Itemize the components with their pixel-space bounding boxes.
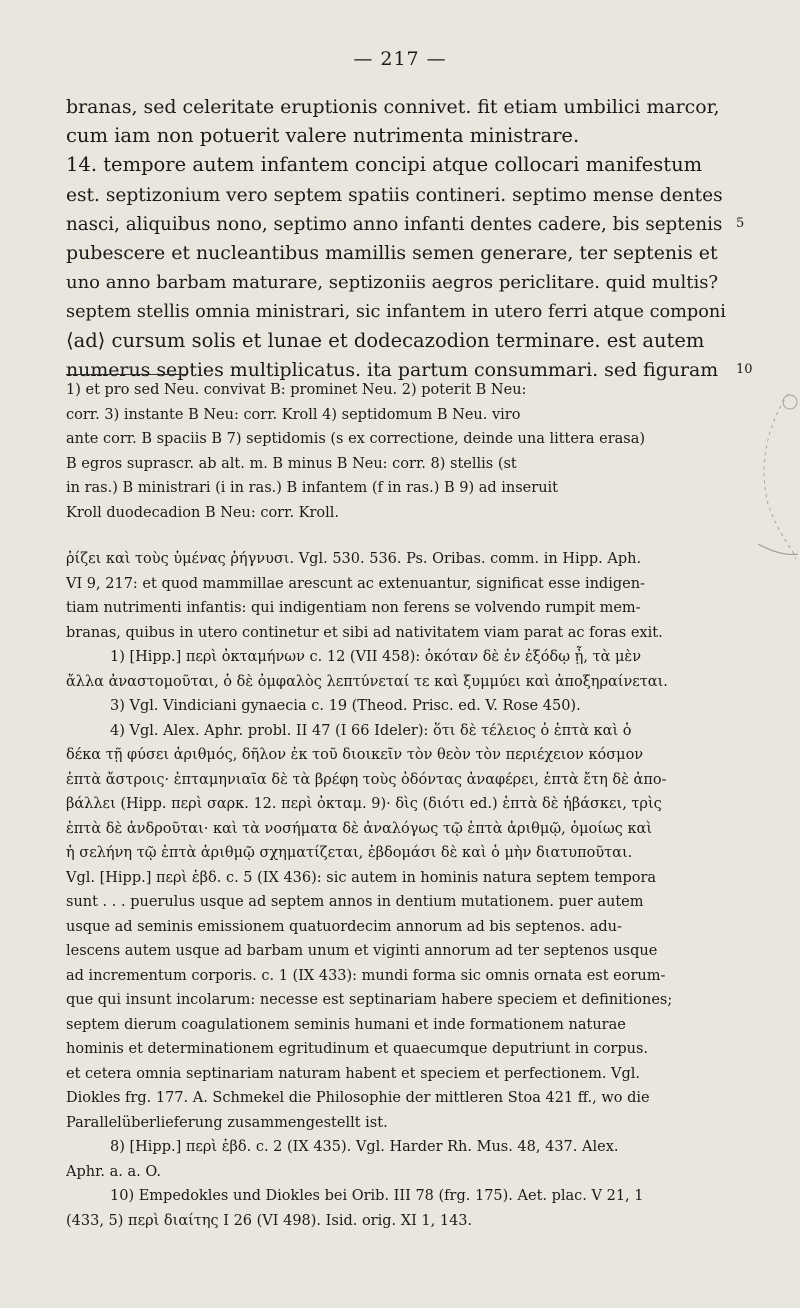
critical-apparatus <box>66 378 726 525</box>
main-text-line-content: branas, sed celeritate eruptionis connivet. fit etiam umbilici marcor, <box>66 96 720 118</box>
footnote-rule <box>66 374 186 375</box>
main-text-line-content: ⟨ad⟩ cursum solis et lunae et dodecazodion terminare. est autem <box>66 328 705 352</box>
apparatus-line: 1) et pro sed Neu. convivat B: prominet Neu. 2) poterit B Neu: <box>66 382 527 398</box>
commentary-line: ῥίζει καὶ τοὺς ὑμένας ῥήγνυσι. Vgl. 530. 536. Ps. Oribas. comm. in Hipp. Aph. <box>66 551 642 567</box>
commentary-line: branas, quibus in utero continetur et sibi ad nativitatem viam parat ac foras exit. <box>66 624 663 641</box>
commentary-line: ἄλλα ἀναστομοῦται, ὁ δὲ ὀμφαλὸς λεπτύνεταί τε καὶ ξυμμύει καὶ ἀποξηραίνεται. <box>66 673 668 690</box>
main-text-line <box>66 296 726 325</box>
line-number: 5 <box>736 215 745 231</box>
main-text-line <box>66 121 726 150</box>
commentary-line: (433, 5) περὶ διαίτης I 26 (VI 498). Isid. orig. XI 1, 143. <box>66 1212 473 1229</box>
page-number: — 217 — <box>353 48 447 70</box>
commentary-line: que qui insunt incolarum: necesse est septinariam habere speciem et definitiones; <box>66 992 673 1008</box>
main-text-line <box>66 209 745 238</box>
commentary-line: 8) [Hipp.] περὶ ἑβδ. c. 2 (IX 435). Vgl. Harder Rh. Mus. 48, 437. Alex. <box>110 1139 619 1155</box>
library-stamp-fragment <box>738 384 798 564</box>
main-text-line-content: nasci, aliquibus nono, septimo anno infanti dentes cadere, bis septenis <box>66 213 723 235</box>
commentary-line: septem dierum coagulationem seminis humani et inde formationem naturae <box>66 1016 626 1033</box>
commentary-line: Vgl. [Hipp.] περὶ ἑβδ. c. 5 (IX 436): sic autem in hominis natura septem tempora <box>66 869 657 886</box>
main-text-line-content: uno anno barbam maturare, septizoniis aegros periclitare. quid multis? <box>66 272 719 294</box>
main-text-line <box>66 326 726 355</box>
commentary-notes <box>66 547 736 1233</box>
apparatus-line: corr. 3) instante B Neu: corr. Kroll 4) septidomum B Neu. viro <box>66 406 521 423</box>
commentary-line: Parallelüberlieferung zusammengestellt ist. <box>66 1114 388 1131</box>
main-text-line <box>66 267 726 296</box>
commentary-line: usque ad seminis emissionem quatuordecim annorum ad bis septenos. adu- <box>66 918 622 935</box>
apparatus-line: Kroll duodecadion B Neu: corr. Kroll. <box>66 504 340 521</box>
commentary-line: 10) Empedokles und Diokles bei Orib. III 78 (frg. 175). Aet. plac. V 21, 1 <box>110 1188 644 1204</box>
apparatus-line: B egros suprascr. ab alt. m. B minus B Neu: corr. 8) stellis (st <box>66 455 517 472</box>
commentary-line: δέκα τῇ φύσει ἀριθμός, δῆλον ἐκ τοῦ διοικεῖν τὸν θεὸν τὸν περιέχειον κόσμον <box>66 747 644 763</box>
commentary-line: ἑπτὰ δὲ ἀνδροῦται· καὶ τὰ νοσήματα δὲ ἀναλόγως τῷ ἑπτὰ ἀριθμῷ, ὁμοίως καὶ <box>66 820 653 837</box>
commentary-line: VI 9, 217: et quod mammillae arescunt ac extenuantur, significat esse indigen- <box>66 575 645 592</box>
commentary-line: ἡ σελήνη τῷ ἑπτὰ ἀριθμῷ σχηματίζεται, ἑβδομάσι δὲ καὶ ὁ μὴν διατυποῦται. <box>66 845 633 861</box>
apparatus-line: ante corr. B spaciis B 7) septidomis (s ex correctione, deinde una littera erasa) <box>66 431 646 447</box>
main-text <box>66 92 753 384</box>
main-text-line-content: pubescere et nucleantibus mamillis semen generare, ter septenis et <box>66 241 718 264</box>
apparatus-line: in ras.) B ministrari (i in ras.) B infantem (f in ras.) B 9) ad inseruit <box>66 480 559 496</box>
commentary-line: βάλλει (Hipp. περὶ σαρκ. 12. περὶ ὀκταμ. 9)· δὶς (διότι ed.) ἑπτὰ δὲ ἡβάσκει, τρὶς <box>66 796 662 812</box>
main-text-line <box>66 150 726 179</box>
main-text-line <box>66 92 726 121</box>
commentary-line: Diokles frg. 177. A. Schmekel die Philosophie der mittleren Stoa 421 ff., wo die <box>66 1090 650 1106</box>
main-text-line-content: numerus septies multiplicatus. ita partum consummari. sed figuram <box>66 358 719 381</box>
main-text-line-content: cum iam non potuerit valere nutrimenta ministrare. <box>66 124 580 148</box>
commentary-line: et cetera omnia septinariam naturam habent et speciem et perfectionem. Vgl. <box>66 1065 641 1082</box>
commentary-line: sunt . . . puerulus usque ad septem annos in dentium mutationem. puer autem <box>66 894 644 910</box>
commentary-line: 3) Vgl. Vindiciani gynaecia c. 19 (Theod. Prisc. ed. V. Rose 450). <box>110 698 581 714</box>
commentary-line: ἑπτὰ ἄστροις· ἑπταμηνιαῖα δὲ τὰ βρέφη τοὺς ὀδόντας ἀναφέρει, ἑπτὰ ἔτη δὲ ἀπο- <box>66 771 667 788</box>
main-text-line <box>66 238 726 267</box>
main-text-line <box>66 180 726 209</box>
main-text-line-content: 14. tempore autem infantem concipi atque collocari manifestum <box>66 153 703 177</box>
commentary-line: 1) [Hipp.] περὶ ὀκταμήνων c. 12 (VII 458): ὁκόταν δὲ ἐν ἐξόδῳ ᾖ, τὰ μὲν <box>110 649 642 665</box>
commentary-line: ad incrementum corporis. c. 1 (IX 433): mundi forma sic omnis ornata est eorum- <box>66 967 666 984</box>
main-text-line-content: septem stellis omnia ministrari, sic infantem in utero ferri atque componi <box>66 302 726 323</box>
commentary-line: lescens autem usque ad barbam unum et viginti annorum ad ter septenos usque <box>66 943 658 959</box>
commentary-line: tiam nutrimenti infantis: qui indigentiam non ferens se volvendo rumpit mem- <box>66 600 641 616</box>
commentary-line: Aphr. a. a. O. <box>66 1163 162 1180</box>
commentary-line: hominis et determinationem egritudinum et quaecumque deputriunt in corpus. <box>66 1041 649 1057</box>
main-text-line-content: est. septizonium vero septem spatiis contineri. septimo mense dentes <box>66 184 723 206</box>
commentary-line: 4) Vgl. Alex. Aphr. probl. II 47 (I 66 Ideler): ὅτι δὲ τέλειος ὁ ἑπτὰ καὶ ὁ <box>110 722 632 739</box>
line-number: 10 <box>736 361 753 377</box>
